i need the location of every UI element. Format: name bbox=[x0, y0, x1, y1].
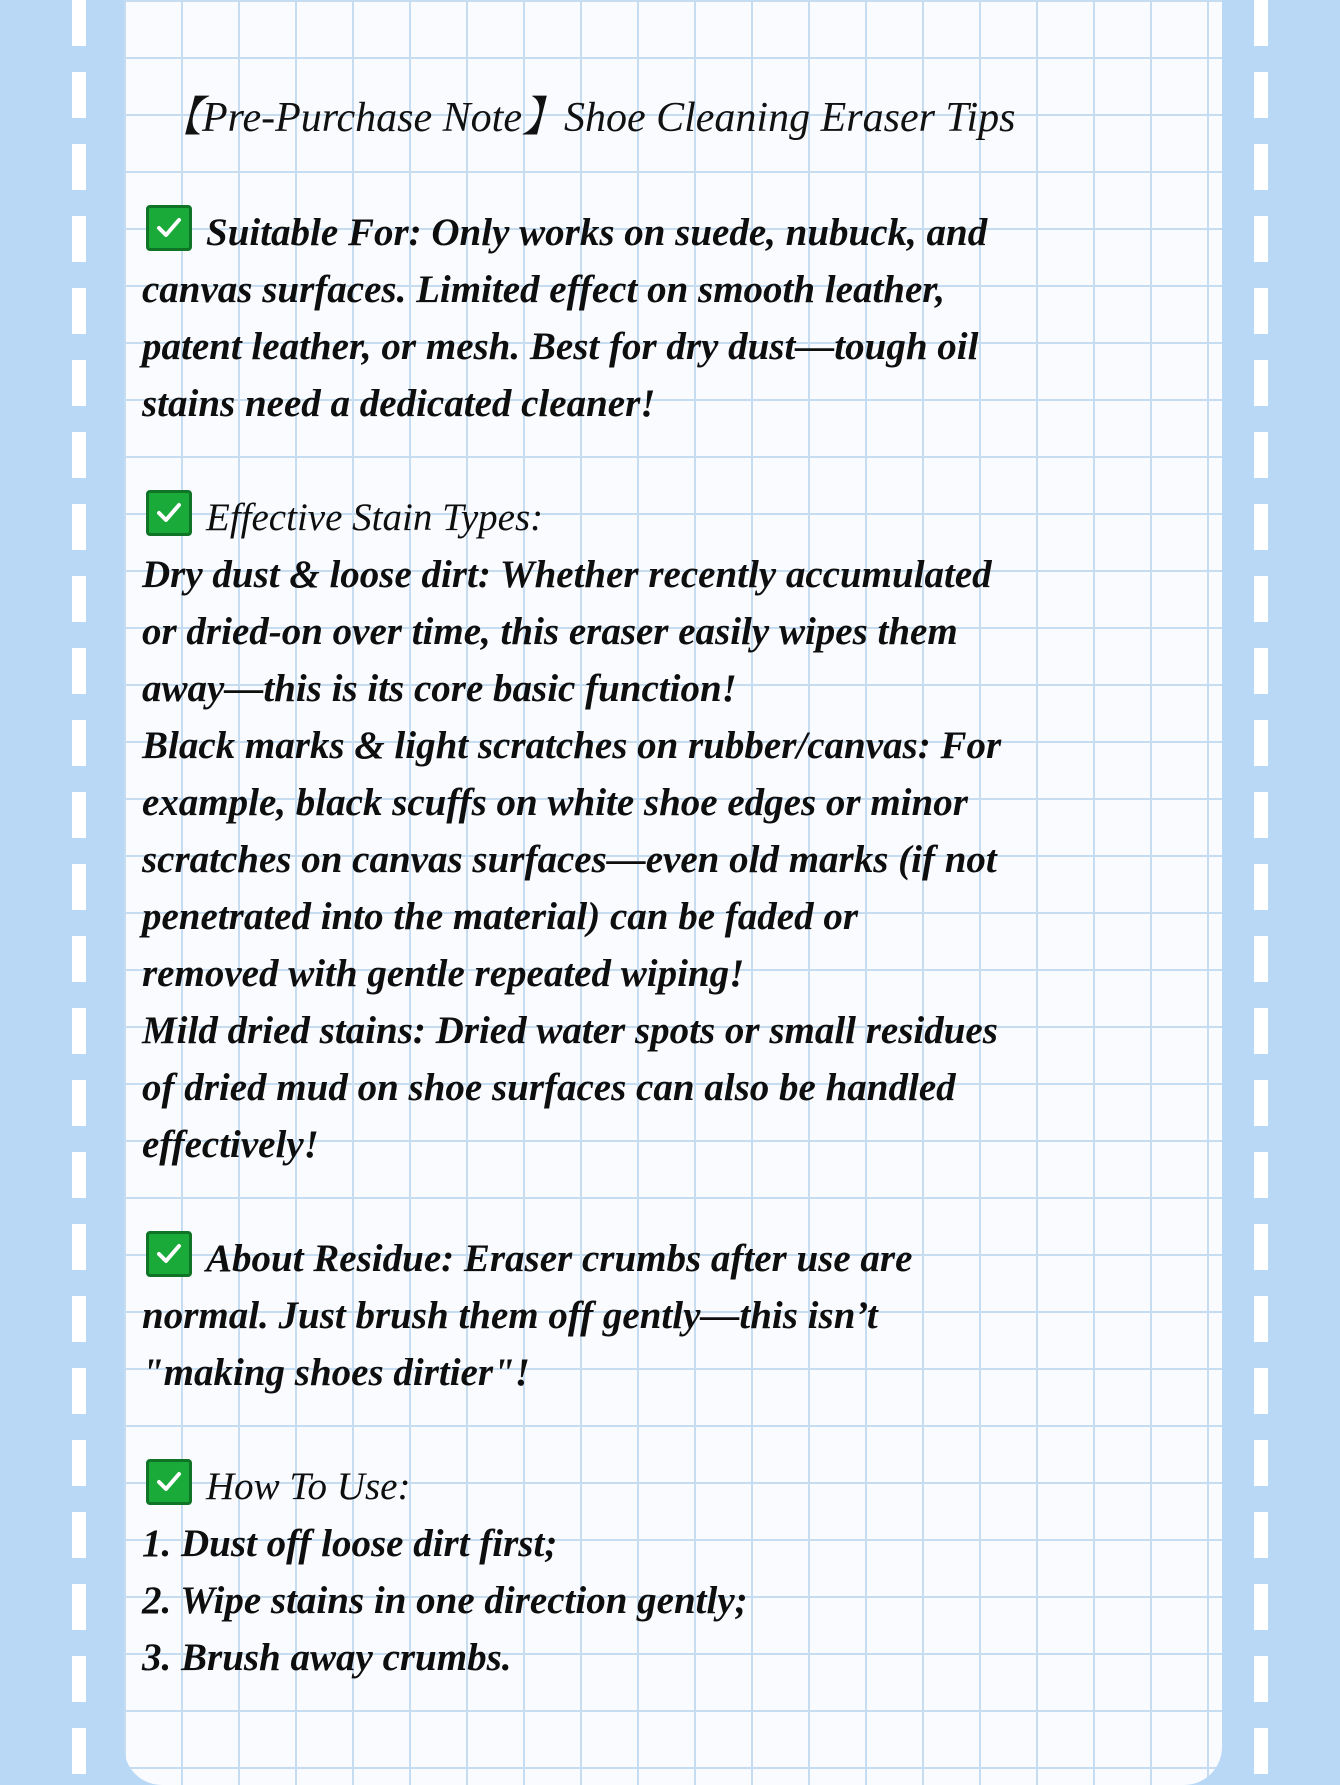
section-heading-text: Effective Stain Types: bbox=[206, 496, 544, 539]
body-line: canvas surfaces. Limited effect on smooth leather, bbox=[142, 268, 946, 311]
section-heading-text: About Residue: Eraser crumbs after use are bbox=[206, 1237, 913, 1280]
body-line: or dried-on over time, this eraser easily wipes them bbox=[142, 610, 958, 653]
checkmark-box-icon bbox=[146, 1231, 192, 1277]
body-line: effectively! bbox=[142, 1123, 319, 1166]
checkmark-box-icon bbox=[146, 1459, 192, 1505]
body-line: Dry dust & loose dirt: Whether recently accumulated bbox=[142, 553, 992, 596]
section-heading-text: How To Use: bbox=[206, 1465, 411, 1508]
section-how-to-use bbox=[142, 1458, 1212, 1686]
body-line: "making shoes dirtier"! bbox=[142, 1351, 530, 1394]
section-effective-stain-types bbox=[142, 489, 1212, 1173]
step-item: 2. Wipe stains in one direction gently; bbox=[142, 1579, 748, 1622]
note-content bbox=[142, 90, 1212, 1743]
body-line: normal. Just brush them off gently—this isn’t bbox=[142, 1294, 878, 1337]
section-suitable-for bbox=[142, 204, 1212, 432]
body-line: removed with gentle repeated wiping! bbox=[142, 952, 745, 995]
checkmark-box-icon bbox=[146, 205, 192, 251]
section-about-residue bbox=[142, 1230, 1212, 1401]
body-line: Mild dried stains: Dried water spots or small residues bbox=[142, 1009, 998, 1052]
section-heading bbox=[142, 1230, 1212, 1287]
section-heading-text: Suitable For: Only works on suede, nubuck, and bbox=[206, 211, 988, 254]
section-heading bbox=[142, 489, 1212, 546]
body-line: Black marks & light scratches on rubber/canvas: For bbox=[142, 724, 1002, 767]
checkmark-box-icon bbox=[146, 490, 192, 536]
body-line: scratches on canvas surfaces—even old marks (if not bbox=[142, 838, 997, 881]
body-line: penetrated into the material) can be faded or bbox=[142, 895, 859, 938]
step-item: 1. Dust off loose dirt first; bbox=[142, 1522, 558, 1565]
page-title: 【Pre-Purchase Note】Shoe Cleaning Eraser Tips bbox=[160, 95, 1016, 141]
body-line: of dried mud on shoe surfaces can also be handled bbox=[142, 1066, 956, 1109]
section-heading bbox=[142, 1458, 1212, 1515]
left-dash-border bbox=[72, 0, 86, 1785]
step-item: 3. Brush away crumbs. bbox=[142, 1636, 512, 1679]
grid-paper-card bbox=[124, 0, 1222, 1785]
body-line: example, black scuffs on white shoe edges or minor bbox=[142, 781, 968, 824]
body-line: stains need a dedicated cleaner! bbox=[142, 382, 656, 425]
body-line: patent leather, or mesh. Best for dry dust—tough oil bbox=[142, 325, 979, 368]
section-heading bbox=[142, 204, 1212, 261]
body-line: away—this is its core basic function! bbox=[142, 667, 737, 710]
right-dash-border bbox=[1254, 0, 1268, 1785]
